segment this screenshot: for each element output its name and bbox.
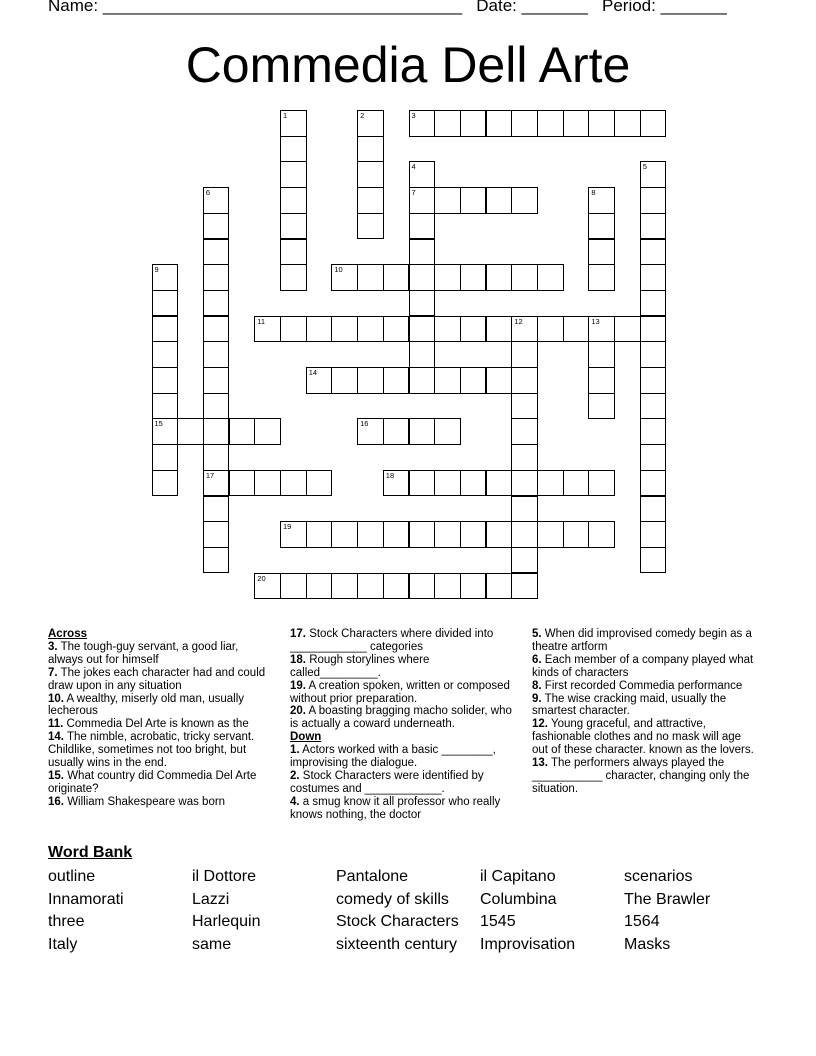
grid-cell[interactable] [254,418,281,445]
grid-cell[interactable] [152,393,179,420]
clue-column-2 [290,628,518,822]
grid-cell[interactable] [357,161,384,188]
grid-cell[interactable] [460,316,487,343]
clue-number-label: 16. [48,795,64,808]
clue-text: The tough-guy servant, a good liar, always out for himself [48,640,239,666]
grid-cell[interactable] [511,367,538,394]
down-clue [532,757,760,796]
grid-cell[interactable] [357,418,384,445]
down-heading: Down [290,731,322,744]
clue-text: A boasting bragging macho solider, who is actually a coward underneath. [290,705,512,731]
grid-cell[interactable] [203,444,230,471]
grid-cell[interactable] [203,239,230,266]
word-bank-title: Word Bank [48,844,133,861]
clue-text: Stock Characters were identified by costumes and ____________. [290,769,484,795]
grid-cell[interactable] [229,418,256,445]
name-field[interactable]: ______________________________________ [102,0,463,15]
word-bank-item: Masks [624,936,671,953]
clue-number: 3 [411,111,416,120]
grid-cell[interactable] [460,521,487,548]
grid-cell[interactable] [203,521,230,548]
grid-cell[interactable] [460,110,487,137]
grid-cell[interactable] [511,573,538,600]
grid-cell[interactable] [331,316,358,343]
grid-cell[interactable] [640,547,667,574]
grid-cell[interactable] [203,264,230,291]
grid-cell[interactable] [409,521,436,548]
grid-cell[interactable] [280,264,307,291]
clue-number: 10 [334,265,343,275]
down-clue [532,718,760,757]
clue-number-label: 6. [532,653,542,666]
grid-cell[interactable] [511,187,538,214]
word-bank-item: Improvisation [480,936,576,953]
grid-cell[interactable] [409,470,436,497]
clue-number: 4 [411,162,416,172]
grid-cell[interactable] [537,316,564,343]
clue-number: 12 [514,316,523,326]
down-clue [532,628,760,654]
grid-cell[interactable] [486,367,513,394]
grid-cell[interactable] [588,341,615,368]
clue-column-3 [532,628,760,796]
grid-cell[interactable] [460,187,487,214]
grid-cell[interactable] [640,444,667,471]
word-bank-item: 1564 [624,913,660,930]
across-clue [290,628,518,654]
grid-cell[interactable] [203,547,230,574]
grid-cell[interactable] [280,161,307,188]
grid-cell[interactable] [563,470,590,497]
word-bank-item: Innamorati [48,891,124,908]
clue-number-label: 9. [532,692,542,705]
grid-cell[interactable] [614,110,641,137]
clue-number: 18 [385,470,395,480]
grid-cell[interactable] [203,290,230,317]
word-bank-item: Pantalone [336,868,409,885]
grid-cell[interactable] [486,521,513,548]
grid-cell[interactable] [588,110,615,137]
clue-column-1 [48,628,276,809]
grid-cell[interactable] [203,470,230,497]
grid-cell[interactable] [640,521,667,548]
clue-number: 11 [257,316,266,326]
grid-cell[interactable] [152,316,179,343]
clue-text: The wise cracking maid, usually the smartest character. [532,692,727,718]
grid-cell[interactable] [203,418,230,445]
grid-cell[interactable] [588,470,615,497]
grid-cell[interactable] [280,110,307,137]
clue-number-label: 13. [532,757,548,770]
down-clue [290,744,518,770]
grid-cell[interactable] [588,213,615,240]
word-bank-item: 1545 [480,913,516,930]
clue-number: 1 [283,111,288,120]
clue-text: Rough storylines where called_________. [290,653,430,679]
grid-cell[interactable] [640,470,667,497]
grid-cell[interactable] [409,239,436,266]
grid-cell[interactable] [511,547,538,574]
word-bank-item: il Dottore [192,868,257,885]
grid-cell[interactable] [588,393,615,420]
grid-cell[interactable] [306,470,333,497]
grid-cell[interactable] [511,444,538,471]
grid-cell[interactable] [563,316,590,343]
across-clue [48,693,276,719]
grid-cell[interactable] [254,573,281,600]
grid-cell[interactable] [203,393,230,420]
grid-cell[interactable] [306,521,333,548]
clue-text: Each member of a company played what kinds of characters [532,653,754,679]
clue-number-label: 3. [48,640,58,653]
word-bank-item: Lazzi [192,891,230,908]
grid-cell[interactable] [640,213,667,240]
across-clue [48,796,276,809]
clue-text: The nimble, acrobatic, tricky servant. Childlike, sometimes not too bright, but usually wins in the end. [48,731,255,770]
clue-number: 2 [360,111,365,120]
grid-cell[interactable] [203,316,230,343]
grid-cell[interactable] [640,316,667,343]
word-bank-item: same [192,936,232,953]
word-bank-item: sixteenth century [336,936,457,953]
grid-cell[interactable] [511,418,538,445]
grid-cell[interactable] [486,573,513,600]
clue-number: 6 [205,188,211,198]
clue-number: 7 [411,188,416,198]
grid-cell[interactable] [203,496,230,523]
grid-cell[interactable] [486,316,513,343]
grid-cell[interactable] [383,470,410,497]
grid-cell[interactable] [306,573,333,600]
grid-cell[interactable] [280,470,307,497]
grid-cell[interactable] [640,187,667,214]
down-clue [532,680,760,693]
down-clue [532,654,760,680]
grid-cell[interactable] [306,316,333,343]
clue-number-label: 14. [48,731,64,744]
grid-cell[interactable] [486,187,513,214]
clue-number-label: 12. [532,718,548,731]
grid-cell[interactable] [460,470,487,497]
grid-cell[interactable] [280,316,307,343]
grid-cell[interactable] [640,367,667,394]
grid-cell[interactable] [511,341,538,368]
grid-cell[interactable] [383,521,410,548]
grid-cell[interactable] [409,573,436,600]
grid-cell[interactable] [511,470,538,497]
word-bank-item: Columbina [480,891,557,908]
grid-cell[interactable] [152,418,179,445]
clue-number-label: 4. [290,795,300,808]
grid-cell[interactable] [460,264,487,291]
grid-cell[interactable] [409,290,436,317]
clue-text: The performers always played the ___________ character, changing only the situation. [532,757,750,795]
grid-cell[interactable] [511,110,538,137]
grid-cell[interactable] [357,136,384,163]
grid-cell[interactable] [434,316,461,343]
grid-cell[interactable] [640,393,667,420]
grid-cell[interactable] [409,213,436,240]
grid-cell[interactable] [640,290,667,317]
clue-number: 20 [257,573,266,583]
grid-cell[interactable] [588,521,615,548]
grid-cell[interactable] [409,110,436,137]
clue-number: 19 [283,522,292,532]
word-bank-item: Harlequin [192,913,261,930]
grid-cell[interactable] [409,264,436,291]
across-clue [48,731,276,770]
grid-cell[interactable] [152,341,179,368]
date-field[interactable]: _______ [521,0,588,15]
grid-cell[interactable] [280,187,307,214]
grid-cell[interactable] [383,573,410,600]
clue-text: The jokes each character had and could draw upon in any situation [48,666,266,692]
grid-cell[interactable] [588,239,615,266]
grid-cell[interactable] [229,470,256,497]
grid-cell[interactable] [331,521,358,548]
grid-cell[interactable] [640,418,667,445]
grid-cell[interactable] [563,521,590,548]
grid-cell[interactable] [254,470,281,497]
word-bank-item: Italy [48,936,78,953]
grid-cell[interactable] [563,110,590,137]
word-bank-item: scenarios [624,868,693,885]
grid-cell[interactable] [588,264,615,291]
grid-cell[interactable] [409,316,436,343]
word-bank-item: il Capitano [480,868,556,885]
grid-cell[interactable] [280,136,307,163]
date-label: Date: [476,0,517,15]
clue-number-label: 18. [290,653,306,666]
grid-cell[interactable] [511,264,538,291]
grid-cell[interactable] [640,496,667,523]
grid-cell[interactable] [152,444,179,471]
grid-cell[interactable] [434,187,461,214]
grid-cell[interactable] [588,367,615,394]
grid-cell[interactable] [640,239,667,266]
grid-cell[interactable] [434,110,461,137]
grid-cell[interactable] [588,316,615,343]
clue-text: Commedia Del Arte is known as the [63,718,249,731]
clue-number-label: 1. [290,744,300,757]
clue-number: 15 [154,419,163,429]
grid-cell[interactable] [357,573,384,600]
grid-cell[interactable] [511,393,538,420]
word-bank-item: The Brawler [624,891,711,908]
grid-cell[interactable] [254,316,281,343]
clue-number-label: 17. [290,628,306,640]
grid-cell[interactable] [537,470,564,497]
grid-cell[interactable] [331,264,358,291]
grid-cell[interactable] [434,573,461,600]
grid-cell[interactable] [409,367,436,394]
grid-cell[interactable] [357,521,384,548]
grid-cell[interactable] [409,161,436,188]
grid-cell[interactable] [203,341,230,368]
clue-number-label: 11. [48,718,64,731]
clue-number: 5 [642,162,647,172]
grid-cell[interactable] [409,418,436,445]
grid-cell[interactable] [357,316,384,343]
clue-text: A wealthy, miserly old man, usually lecherous [48,692,245,718]
clue-text: Actors worked with a basic ________, improvising the dialogue. [290,744,496,770]
grid-cell[interactable] [280,213,307,240]
across-clue [290,705,518,731]
grid-cell[interactable] [357,367,384,394]
grid-cell[interactable] [203,187,230,214]
grid-cell[interactable] [486,264,513,291]
grid-cell[interactable] [383,316,410,343]
grid-cell[interactable] [203,367,230,394]
clue-text: a smug know it all professor who really knows nothing, the doctor [290,795,501,821]
word-bank-item: three [48,913,85,930]
grid-cell[interactable] [460,573,487,600]
grid-cell[interactable] [588,187,615,214]
clue-number: 13 [591,316,600,326]
grid-cell[interactable] [486,110,513,137]
clue-number: 9 [154,265,159,275]
grid-cell[interactable] [511,496,538,523]
across-clue [48,641,276,667]
grid-cell[interactable] [511,316,538,343]
clue-text: First recorded Commedia performance [541,679,743,692]
grid-cell[interactable] [383,418,410,445]
grid-cell[interactable] [486,470,513,497]
clue-text: Young graceful, and attractive, fashionable clothes and no mask will age out of these character. known as the lovers. [532,718,754,757]
grid-cell[interactable] [434,418,461,445]
grid-cell[interactable] [357,187,384,214]
clue-text: What country did Commedia Del Arte originate? [48,769,257,795]
grid-cell[interactable] [357,264,384,291]
grid-cell[interactable] [640,110,667,137]
across-clue [290,654,518,680]
grid-cell[interactable] [434,264,461,291]
grid-cell[interactable] [357,213,384,240]
down-clue [290,796,518,822]
clue-number-label: 19. [290,679,306,692]
grid-cell[interactable] [383,264,410,291]
clue-number-label: 15. [48,769,64,782]
grid-cell[interactable] [434,470,461,497]
grid-cell[interactable] [640,341,667,368]
grid-cell[interactable] [409,187,436,214]
grid-cell[interactable] [537,521,564,548]
across-clue [48,770,276,796]
grid-cell[interactable] [537,264,564,291]
grid-cell[interactable] [331,573,358,600]
grid-cell[interactable] [280,521,307,548]
clue-text: A creation spoken, written or composed without prior preparation. [290,679,510,705]
grid-cell[interactable] [177,418,204,445]
down-clue [532,693,760,719]
clue-number-label: 8. [532,679,542,692]
grid-cell[interactable] [409,341,436,368]
period-field[interactable]: _______ [660,0,727,15]
grid-cell[interactable] [434,521,461,548]
clue-number: 17 [205,470,215,480]
name-label: Name: [48,0,99,15]
grid-cell[interactable] [511,521,538,548]
clue-text: When did improvised comedy begin as a theatre artform [532,628,752,653]
grid-cell[interactable] [357,110,384,137]
grid-cell[interactable] [203,213,230,240]
grid-cell[interactable] [280,239,307,266]
grid-cell[interactable] [280,573,307,600]
grid-cell[interactable] [434,367,461,394]
word-bank-item: Stock Characters [336,913,459,930]
grid-cell[interactable] [537,110,564,137]
word-bank-item: comedy of skills [336,891,449,908]
across-clue [290,680,518,706]
grid-cell[interactable] [331,367,358,394]
grid-cell[interactable] [152,290,179,317]
clue-number-label: 7. [48,666,58,679]
clue-number-label: 2. [290,769,300,782]
clue-number: 8 [591,188,596,198]
down-clue [290,770,518,796]
grid-cell[interactable] [152,264,179,291]
word-bank-item: outline [48,868,96,885]
grid-cell[interactable] [640,264,667,291]
grid-cell[interactable] [152,367,179,394]
clue-number-label: 20. [290,705,306,718]
page-title: Commedia Dell Arte [185,37,631,93]
clue-text: Stock Characters where divided into ____________ categories [290,628,494,653]
grid-cell[interactable] [614,316,641,343]
across-heading: Across [48,628,87,640]
clue-number-label: 10. [48,692,64,705]
grid-cell[interactable] [306,367,333,394]
clue-number-label: 5. [532,628,542,640]
across-clue [48,718,276,731]
grid-cell[interactable] [152,470,179,497]
grid-cell[interactable] [460,367,487,394]
clue-number: 16 [360,419,369,429]
across-clue [48,667,276,693]
clue-text: William Shakespeare was born [64,795,226,808]
grid-cell[interactable] [640,161,667,188]
clue-number: 14 [308,368,318,377]
grid-cell[interactable] [383,367,410,394]
period-label: Period: [602,0,656,15]
